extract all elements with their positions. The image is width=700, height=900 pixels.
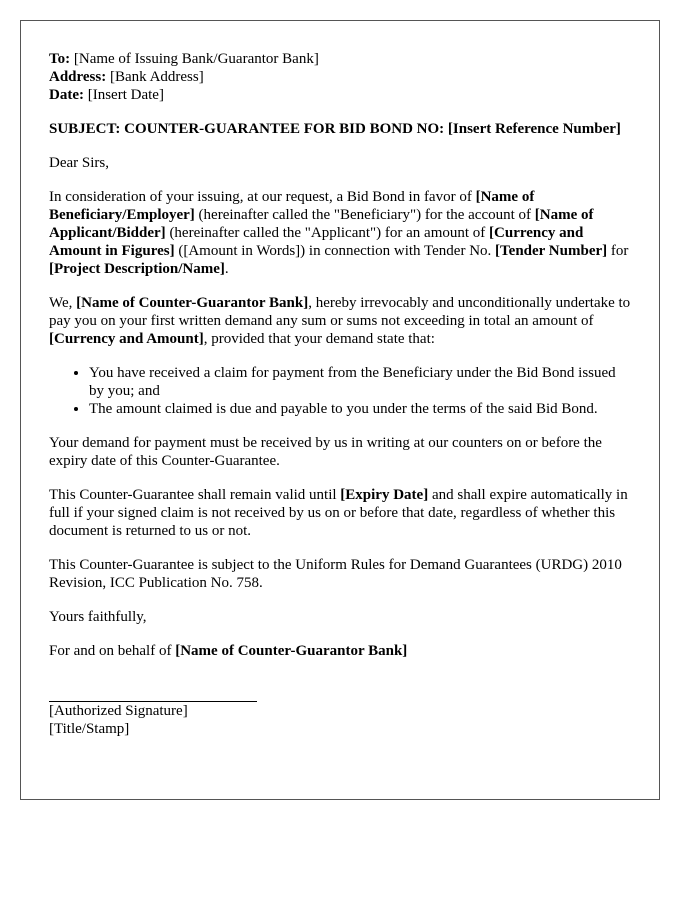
demand-conditions-list [49, 364, 631, 418]
date-label: Date: [49, 87, 84, 103]
behalf-text: For and on behalf of [49, 643, 176, 659]
para4-text-2: and shall expire automatically in full if your signed claim is not received by us on or before that date, regardless of whether this document is returned to us or not. [49, 487, 628, 539]
tender-number-placeholder: [Tender Number] [495, 243, 608, 259]
subject-line [49, 120, 631, 138]
para1-text-3: (hereinafter called the "Applicant") for an amount of [165, 225, 490, 241]
to-label: To: [49, 51, 71, 67]
subject-text: SUBJECT: COUNTER-GUARANTEE FOR BID BOND NO: [Insert Reference Number] [49, 121, 621, 137]
address-line [49, 68, 631, 86]
applicant-placeholder: [Name of Applicant/Bidder] [49, 207, 594, 241]
validity-paragraph [49, 486, 631, 540]
behalf-line [49, 642, 631, 660]
expiry-date-placeholder: [Expiry Date] [340, 487, 429, 503]
undertaking-paragraph [49, 294, 631, 348]
urdg-paragraph: This Counter-Guarantee is subject to the Uniform Rules for Demand Guarantees (URDG) 2010 Revision, ICC Publication No. 758. [49, 557, 622, 591]
beneficiary-placeholder: [Name of Beneficiary/Employer] [49, 189, 535, 223]
demand-paragraph: Your demand for payment must be received by us in writing at our counters on or before the expiry date of this Counter-Guarantee. [49, 435, 602, 469]
title-stamp-label: [Title/Stamp] [49, 721, 130, 737]
para4-text-1: This Counter-Guarantee shall remain valid until [49, 487, 341, 503]
to-value: [Name of Issuing Bank/Guarantor Bank] [70, 51, 319, 67]
para1-text-4: ([Amount in Words]) in connection with Tender No. [174, 243, 496, 259]
list-item: • The amount claimed is due and payable to you under the terms of the said Bid Bond. [89, 400, 631, 418]
amount-figures-placeholder: [Currency and Amount in Figures] [49, 225, 584, 259]
closing: Yours faithfully, [49, 609, 147, 625]
date-line [49, 86, 631, 104]
address-value: [Bank Address] [106, 69, 204, 85]
para2-text-1: We, [49, 295, 77, 311]
signature-label: [Authorized Signature] [49, 703, 188, 719]
para1-text-5: for [607, 243, 629, 259]
consideration-paragraph [49, 188, 631, 278]
currency-amount-placeholder: [Currency and Amount] [49, 331, 204, 347]
to-line [49, 50, 631, 68]
para2-text-2: , hereby irrevocably and unconditionally undertake to pay you on your first written demand any sum or sums not exceeding in total an amount of [49, 295, 631, 329]
list-item: • You have received a claim for payment from the Beneficiary under the Bid Bond issued by you; and [89, 364, 631, 400]
address-label: Address: [49, 69, 107, 85]
counter-guarantor-placeholder: [Name of Counter-Guarantor Bank] [76, 295, 309, 311]
letter-page [20, 20, 660, 800]
para1-text-1: In consideration of your issuing, at our request, a Bid Bond in favor of [49, 189, 476, 205]
para1-text-2: (hereinafter called the "Beneficiary") for the account of [194, 207, 535, 223]
behalf-bank-placeholder: [Name of Counter-Guarantor Bank] [175, 643, 408, 659]
para1-text-6: . [224, 261, 229, 277]
date-value: [Insert Date] [83, 87, 164, 103]
salutation: Dear Sirs, [49, 155, 109, 171]
project-placeholder: [Project Description/Name] [49, 261, 225, 277]
para2-text-3: , provided that your demand state that: [203, 331, 435, 347]
